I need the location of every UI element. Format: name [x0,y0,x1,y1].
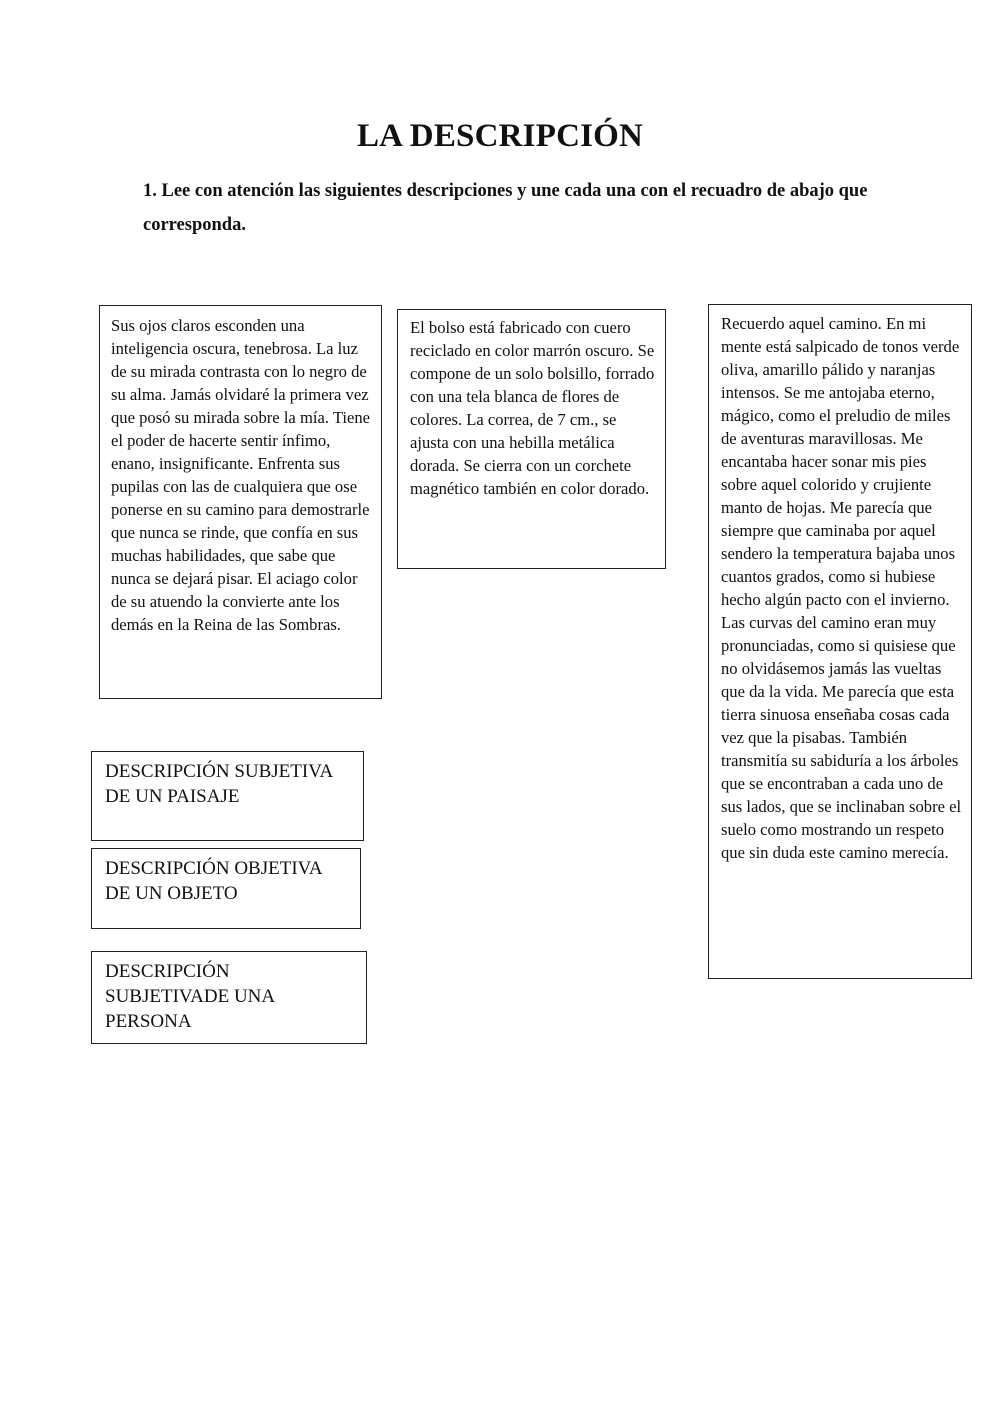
label-text-objective-object: DESCRIPCIÓN OBJETIVA DE UN OBJETO [105,858,322,904]
instruction-text: 1. Lee con atención las siguientes descripciones y une cada una con el recuadro de abajo que corresponda. [143,181,868,235]
label-box-subjective-person[interactable] [91,951,367,1044]
label-box-objective-object[interactable] [91,848,361,929]
label-box-subjective-landscape[interactable] [91,751,364,841]
label-text-subjective-landscape: DESCRIPCIÓN SUBJETIVA DE UN PAISAJE [105,761,333,807]
description-box-landscape[interactable] [708,304,972,979]
label-text-subjective-person: DESCRIPCIÓN SUBJETIVADE UNA PERSONA [105,961,275,1032]
description-text-object: El bolso está fabricado con cuero reciclado en color marrón oscuro. Se compone de un solo bolsillo, forrado con una tela blanca de flores de colores. La correa, de 7 cm., se ajusta con una hebilla metálica dorada. Se cierra con un corchete magnético también en color dorado. [410,318,655,498]
description-text-person: Sus ojos claros esconden una inteligencia oscura, tenebrosa. La luz de su mirada contrasta con lo negro de su alma. Jamás olvidaré la primera vez que posó su mirada sobre la mía. Tiene el poder de hacerte sentir ínfimo, enano, insignificante. Enfrenta sus pupilas con las de cualquiera que ose ponerse en su camino para demostrarle que nunca se rinde, que confía en sus muchas habilidades, que sabe que nunca se dejará pisar. El aciago color de su atuendo la convierte ante los demás en la Reina de las Sombras. [111,316,371,634]
description-box-object[interactable] [397,309,666,569]
page-title: LA DESCRIPCIÓN [356,118,644,154]
description-box-person[interactable] [99,305,382,699]
description-text-landscape: Recuerdo aquel camino. En mi mente está salpicado de tonos verde oliva, amarillo pálido y naranjas intensos. Se me antojaba eterno, mágico, como el preludio de miles de aventuras maravillosas. Me encantaba hacer sonar mis pies sobre aquel colorido y crujiente manto de hojas. Me parecía que siempre que caminaba por aquel sendero la temperatura bajaba unos cuantos grados, como si hubiese hecho algún pacto con el invierno. Las curvas del camino eran muy pronunciadas, como si quisiese que no olvidásemos jamás las vueltas que da la vida. Me parecía que esta tierra sinuosa enseñaba cosas cada vez que la pisabas. También transmitía su sabiduría a los árboles que se encontraban a cada uno de sus lados, que se inclinaban sobre el suelo como mostrando un respeto que sin duda este camino merecía. [721,314,962,862]
